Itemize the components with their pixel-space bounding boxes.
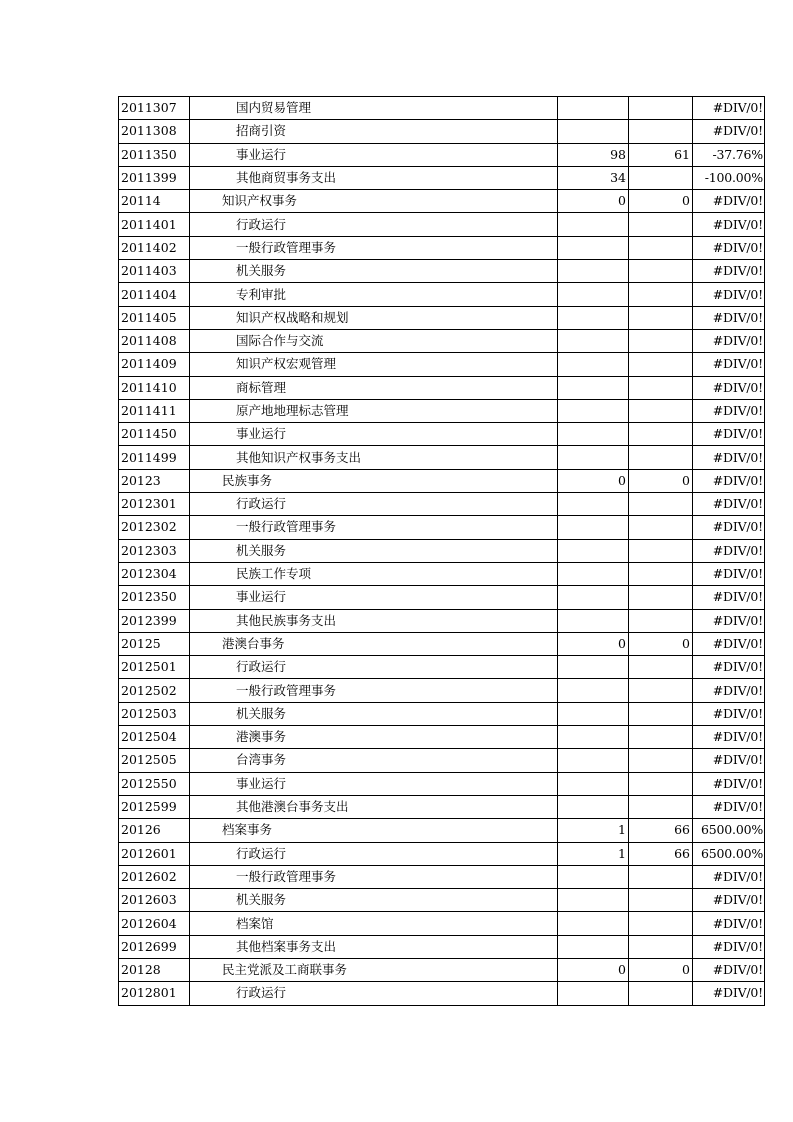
account-code-cell: 2011405 <box>119 306 190 329</box>
change-percent-cell: #DIV/0! <box>693 935 765 958</box>
prev-amount-cell: 0 <box>558 958 629 981</box>
item-name-cell: 知识产权战略和规划 <box>190 306 558 329</box>
account-code-cell: 2012604 <box>119 912 190 935</box>
item-name-cell: 一般行政管理事务 <box>190 679 558 702</box>
curr-amount-cell <box>629 912 693 935</box>
account-code-cell: 20128 <box>119 958 190 981</box>
prev-amount-cell <box>558 376 629 399</box>
table-row <box>119 446 765 469</box>
account-code-cell: 2011411 <box>119 399 190 422</box>
table-row <box>119 819 765 842</box>
change-percent-cell: -100.00% <box>693 166 765 189</box>
prev-amount-cell <box>558 493 629 516</box>
item-name-cell: 一般行政管理事务 <box>190 865 558 888</box>
curr-amount-cell <box>629 609 693 632</box>
prev-amount-cell <box>558 562 629 585</box>
change-percent-cell: #DIV/0! <box>693 702 765 725</box>
prev-amount-cell <box>558 982 629 1005</box>
curr-amount-cell <box>629 935 693 958</box>
account-code-cell: 2011499 <box>119 446 190 469</box>
table-row <box>119 516 765 539</box>
account-code-cell: 2012503 <box>119 702 190 725</box>
change-percent-cell: #DIV/0! <box>693 376 765 399</box>
account-code-cell: 2011409 <box>119 353 190 376</box>
table-row <box>119 586 765 609</box>
account-code-cell: 2012504 <box>119 726 190 749</box>
prev-amount-cell <box>558 865 629 888</box>
item-name-cell: 国内贸易管理 <box>190 97 558 120</box>
change-percent-cell: #DIV/0! <box>693 679 765 702</box>
item-name-cell: 一般行政管理事务 <box>190 236 558 259</box>
item-name-cell: 其他民族事务支出 <box>190 609 558 632</box>
change-percent-cell: #DIV/0! <box>693 609 765 632</box>
change-percent-cell: #DIV/0! <box>693 236 765 259</box>
prev-amount-cell: 0 <box>558 469 629 492</box>
curr-amount-cell <box>629 283 693 306</box>
table-row <box>119 609 765 632</box>
account-code-cell: 2011410 <box>119 376 190 399</box>
account-code-cell: 2012599 <box>119 795 190 818</box>
prev-amount-cell <box>558 446 629 469</box>
prev-amount-cell <box>558 795 629 818</box>
prev-amount-cell <box>558 399 629 422</box>
prev-amount-cell <box>558 749 629 772</box>
prev-amount-cell <box>558 609 629 632</box>
change-percent-cell: 6500.00% <box>693 819 765 842</box>
item-name-cell: 原产地地理标志管理 <box>190 399 558 422</box>
change-percent-cell: #DIV/0! <box>693 982 765 1005</box>
table-row <box>119 236 765 259</box>
item-name-cell: 事业运行 <box>190 586 558 609</box>
table-row <box>119 865 765 888</box>
table-row <box>119 539 765 562</box>
prev-amount-cell <box>558 912 629 935</box>
table-row <box>119 562 765 585</box>
curr-amount-cell <box>629 749 693 772</box>
change-percent-cell: #DIV/0! <box>693 353 765 376</box>
change-percent-cell: #DIV/0! <box>693 912 765 935</box>
table-row <box>119 260 765 283</box>
change-percent-cell: #DIV/0! <box>693 120 765 143</box>
table-row <box>119 399 765 422</box>
change-percent-cell: #DIV/0! <box>693 516 765 539</box>
curr-amount-cell <box>629 656 693 679</box>
curr-amount-cell <box>629 446 693 469</box>
prev-amount-cell <box>558 329 629 352</box>
change-percent-cell: #DIV/0! <box>693 889 765 912</box>
curr-amount-cell <box>629 539 693 562</box>
account-code-cell: 2012303 <box>119 539 190 562</box>
change-percent-cell: #DIV/0! <box>693 97 765 120</box>
curr-amount-cell <box>629 97 693 120</box>
curr-amount-cell <box>629 795 693 818</box>
change-percent-cell: #DIV/0! <box>693 329 765 352</box>
table-row <box>119 493 765 516</box>
curr-amount-cell: 61 <box>629 143 693 166</box>
change-percent-cell: #DIV/0! <box>693 283 765 306</box>
table-row <box>119 679 765 702</box>
item-name-cell: 知识产权宏观管理 <box>190 353 558 376</box>
item-name-cell: 专利审批 <box>190 283 558 306</box>
curr-amount-cell: 66 <box>629 819 693 842</box>
item-name-cell: 机关服务 <box>190 539 558 562</box>
change-percent-cell: -37.76% <box>693 143 765 166</box>
change-percent-cell: #DIV/0! <box>693 469 765 492</box>
account-code-cell: 2011402 <box>119 236 190 259</box>
account-code-cell: 2011399 <box>119 166 190 189</box>
curr-amount-cell <box>629 982 693 1005</box>
account-code-cell: 2012602 <box>119 865 190 888</box>
item-name-cell: 行政运行 <box>190 982 558 1005</box>
curr-amount-cell <box>629 726 693 749</box>
budget-table <box>118 96 765 1006</box>
curr-amount-cell <box>629 586 693 609</box>
curr-amount-cell <box>629 213 693 236</box>
item-name-cell: 其他知识产权事务支出 <box>190 446 558 469</box>
item-name-cell: 行政运行 <box>190 842 558 865</box>
curr-amount-cell <box>629 889 693 912</box>
change-percent-cell: #DIV/0! <box>693 493 765 516</box>
curr-amount-cell <box>629 166 693 189</box>
account-code-cell: 2011450 <box>119 423 190 446</box>
table-row <box>119 842 765 865</box>
account-code-cell: 2011403 <box>119 260 190 283</box>
curr-amount-cell <box>629 679 693 702</box>
item-name-cell: 其他港澳台事务支出 <box>190 795 558 818</box>
item-name-cell: 事业运行 <box>190 772 558 795</box>
item-name-cell: 民族事务 <box>190 469 558 492</box>
curr-amount-cell <box>629 260 693 283</box>
item-name-cell: 事业运行 <box>190 423 558 446</box>
item-name-cell: 行政运行 <box>190 213 558 236</box>
change-percent-cell: #DIV/0! <box>693 260 765 283</box>
item-name-cell: 台湾事务 <box>190 749 558 772</box>
prev-amount-cell: 0 <box>558 190 629 213</box>
account-code-cell: 2012304 <box>119 562 190 585</box>
account-code-cell: 20123 <box>119 469 190 492</box>
curr-amount-cell <box>629 306 693 329</box>
item-name-cell: 招商引资 <box>190 120 558 143</box>
item-name-cell: 港澳台事务 <box>190 632 558 655</box>
change-percent-cell: #DIV/0! <box>693 562 765 585</box>
change-percent-cell: 6500.00% <box>693 842 765 865</box>
prev-amount-cell <box>558 772 629 795</box>
prev-amount-cell: 1 <box>558 819 629 842</box>
curr-amount-cell: 0 <box>629 958 693 981</box>
change-percent-cell: #DIV/0! <box>693 423 765 446</box>
account-code-cell: 2012699 <box>119 935 190 958</box>
change-percent-cell: #DIV/0! <box>693 795 765 818</box>
item-name-cell: 行政运行 <box>190 656 558 679</box>
item-name-cell: 机关服务 <box>190 260 558 283</box>
account-code-cell: 2012502 <box>119 679 190 702</box>
prev-amount-cell <box>558 516 629 539</box>
table-row <box>119 958 765 981</box>
prev-amount-cell <box>558 423 629 446</box>
curr-amount-cell <box>629 493 693 516</box>
table-row <box>119 97 765 120</box>
prev-amount-cell: 1 <box>558 842 629 865</box>
account-code-cell: 2012603 <box>119 889 190 912</box>
table-row <box>119 772 765 795</box>
curr-amount-cell <box>629 120 693 143</box>
table-row <box>119 376 765 399</box>
change-percent-cell: #DIV/0! <box>693 656 765 679</box>
change-percent-cell: #DIV/0! <box>693 749 765 772</box>
item-name-cell: 港澳事务 <box>190 726 558 749</box>
table-row <box>119 120 765 143</box>
item-name-cell: 档案馆 <box>190 912 558 935</box>
change-percent-cell: #DIV/0! <box>693 190 765 213</box>
budget-table-body <box>119 97 765 1006</box>
table-row <box>119 213 765 236</box>
change-percent-cell: #DIV/0! <box>693 213 765 236</box>
item-name-cell: 行政运行 <box>190 493 558 516</box>
table-row <box>119 353 765 376</box>
prev-amount-cell <box>558 120 629 143</box>
curr-amount-cell <box>629 516 693 539</box>
table-row <box>119 795 765 818</box>
item-name-cell: 机关服务 <box>190 702 558 725</box>
table-row <box>119 912 765 935</box>
prev-amount-cell: 0 <box>558 632 629 655</box>
table-row <box>119 935 765 958</box>
change-percent-cell: #DIV/0! <box>693 399 765 422</box>
curr-amount-cell: 0 <box>629 190 693 213</box>
item-name-cell: 商标管理 <box>190 376 558 399</box>
curr-amount-cell <box>629 772 693 795</box>
curr-amount-cell <box>629 399 693 422</box>
account-code-cell: 20125 <box>119 632 190 655</box>
table-row <box>119 889 765 912</box>
table-row <box>119 329 765 352</box>
prev-amount-cell <box>558 236 629 259</box>
prev-amount-cell <box>558 702 629 725</box>
account-code-cell: 20114 <box>119 190 190 213</box>
account-code-cell: 2012501 <box>119 656 190 679</box>
table-row <box>119 469 765 492</box>
change-percent-cell: #DIV/0! <box>693 865 765 888</box>
prev-amount-cell <box>558 586 629 609</box>
curr-amount-cell: 66 <box>629 842 693 865</box>
change-percent-cell: #DIV/0! <box>693 586 765 609</box>
curr-amount-cell <box>629 423 693 446</box>
prev-amount-cell <box>558 539 629 562</box>
change-percent-cell: #DIV/0! <box>693 958 765 981</box>
account-code-cell: 2012301 <box>119 493 190 516</box>
account-code-cell: 2011404 <box>119 283 190 306</box>
change-percent-cell: #DIV/0! <box>693 446 765 469</box>
table-row <box>119 982 765 1005</box>
curr-amount-cell <box>629 702 693 725</box>
item-name-cell: 民主党派及工商联事务 <box>190 958 558 981</box>
item-name-cell: 事业运行 <box>190 143 558 166</box>
prev-amount-cell <box>558 283 629 306</box>
curr-amount-cell <box>629 329 693 352</box>
item-name-cell: 其他档案事务支出 <box>190 935 558 958</box>
item-name-cell: 知识产权事务 <box>190 190 558 213</box>
account-code-cell: 2012550 <box>119 772 190 795</box>
item-name-cell: 机关服务 <box>190 889 558 912</box>
prev-amount-cell <box>558 656 629 679</box>
table-row <box>119 306 765 329</box>
account-code-cell: 2012601 <box>119 842 190 865</box>
prev-amount-cell <box>558 889 629 912</box>
table-row <box>119 656 765 679</box>
table-row <box>119 632 765 655</box>
prev-amount-cell <box>558 353 629 376</box>
table-row <box>119 190 765 213</box>
account-code-cell: 2011408 <box>119 329 190 352</box>
item-name-cell: 国际合作与交流 <box>190 329 558 352</box>
account-code-cell: 2012801 <box>119 982 190 1005</box>
account-code-cell: 2011350 <box>119 143 190 166</box>
prev-amount-cell <box>558 260 629 283</box>
prev-amount-cell: 98 <box>558 143 629 166</box>
curr-amount-cell <box>629 376 693 399</box>
curr-amount-cell <box>629 562 693 585</box>
prev-amount-cell <box>558 935 629 958</box>
curr-amount-cell <box>629 865 693 888</box>
account-code-cell: 2012505 <box>119 749 190 772</box>
curr-amount-cell: 0 <box>629 632 693 655</box>
prev-amount-cell <box>558 726 629 749</box>
change-percent-cell: #DIV/0! <box>693 306 765 329</box>
prev-amount-cell <box>558 213 629 236</box>
curr-amount-cell <box>629 236 693 259</box>
item-name-cell: 其他商贸事务支出 <box>190 166 558 189</box>
table-row <box>119 166 765 189</box>
table-row <box>119 726 765 749</box>
table-row <box>119 283 765 306</box>
change-percent-cell: #DIV/0! <box>693 632 765 655</box>
account-code-cell: 2012399 <box>119 609 190 632</box>
change-percent-cell: #DIV/0! <box>693 726 765 749</box>
prev-amount-cell <box>558 97 629 120</box>
account-code-cell: 2011308 <box>119 120 190 143</box>
table-row <box>119 423 765 446</box>
table-row <box>119 749 765 772</box>
account-code-cell: 2012302 <box>119 516 190 539</box>
table-row <box>119 702 765 725</box>
prev-amount-cell <box>558 306 629 329</box>
item-name-cell: 一般行政管理事务 <box>190 516 558 539</box>
curr-amount-cell <box>629 353 693 376</box>
account-code-cell: 2011307 <box>119 97 190 120</box>
account-code-cell: 20126 <box>119 819 190 842</box>
prev-amount-cell <box>558 679 629 702</box>
table-row <box>119 143 765 166</box>
change-percent-cell: #DIV/0! <box>693 539 765 562</box>
account-code-cell: 2012350 <box>119 586 190 609</box>
prev-amount-cell: 34 <box>558 166 629 189</box>
item-name-cell: 档案事务 <box>190 819 558 842</box>
item-name-cell: 民族工作专项 <box>190 562 558 585</box>
change-percent-cell: #DIV/0! <box>693 772 765 795</box>
curr-amount-cell: 0 <box>629 469 693 492</box>
account-code-cell: 2011401 <box>119 213 190 236</box>
